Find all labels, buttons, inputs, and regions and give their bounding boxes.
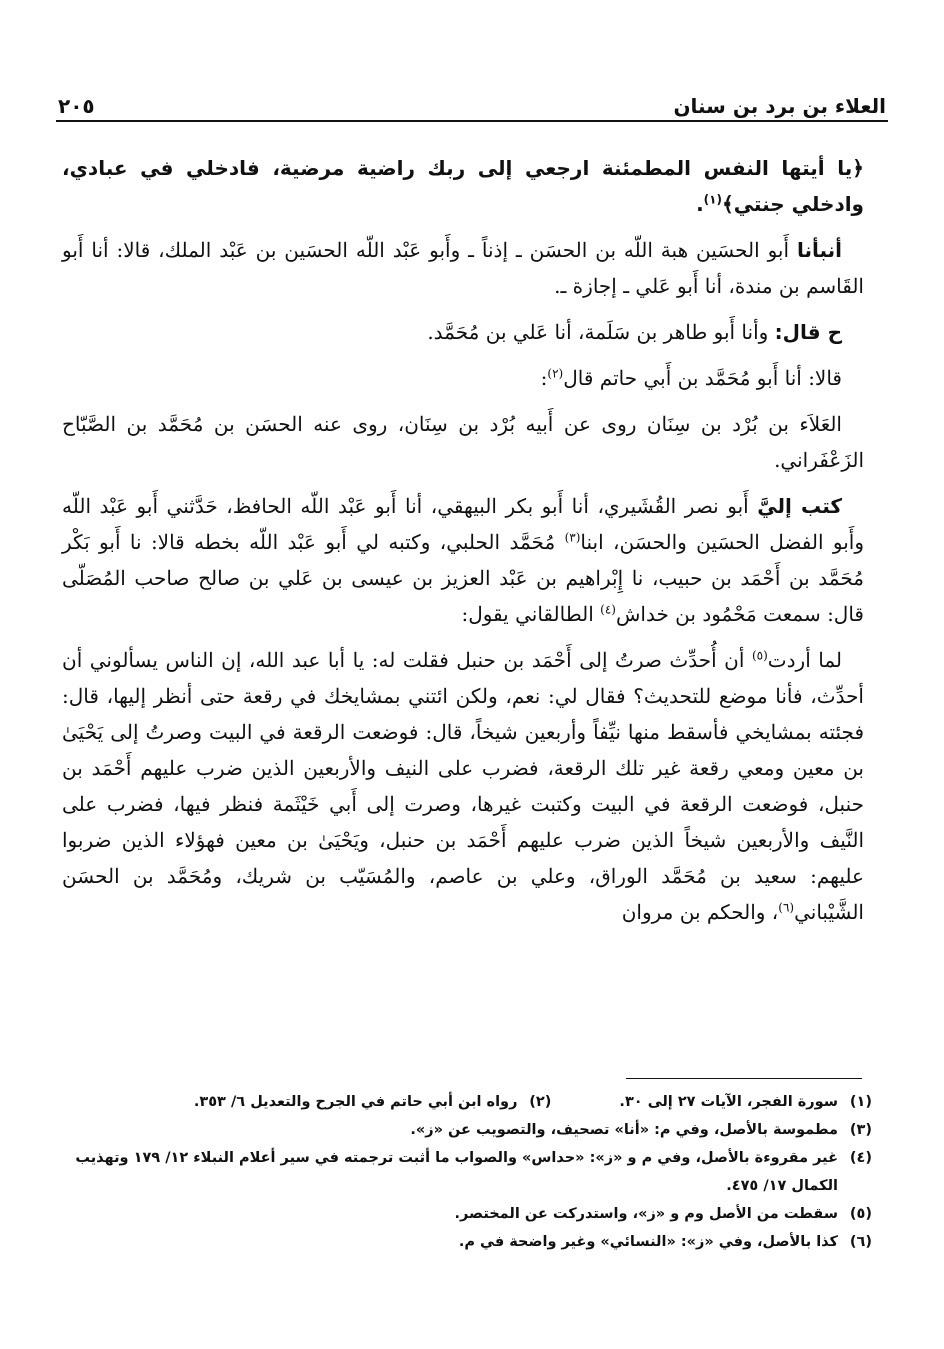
header-rule bbox=[56, 120, 888, 122]
paragraph-end: : bbox=[540, 366, 548, 390]
footnote-text: غير مقروءة بالأصل، وفي م و «ز»: «حداس» والصواب ما أثبت ترجمته في سير أعلام النبلاء ١٢/ ١٧٩ وتهذيب الكمال ١٧/ ٤٧٥. bbox=[75, 1150, 838, 1194]
paragraph-lead: كتب إليَّ bbox=[757, 494, 842, 518]
quran-verse: ﴿يا أيتها النفس المطمئنة ارجعي إلى ربك راضية مرضية، فادخلي في عبادي، وادخلي جنتي﴾$^{(١)}$. bbox=[62, 156, 864, 216]
footnote-item bbox=[619, 1088, 872, 1116]
main-text bbox=[62, 150, 864, 940]
footnote-text: مطموسة بالأصل، وفي م: «أنا» تصحيف، والتصويب عن «ز». bbox=[410, 1122, 838, 1138]
running-title: العلاء بن برد بن سنان bbox=[673, 94, 886, 118]
paragraph-text: أَبو نصر القُشَيري، أنا أَبو بكر البيهقي، أنا أَبو عَبْد اللّه الحافظ، حَدَّثني أَبو عَبْد اللّه وأَبو الفضل الحسَين والحسَن، ابنا bbox=[62, 494, 865, 554]
footnote-number: (١) bbox=[849, 1094, 872, 1110]
quran-text: يا أيتها النفس المطمئنة ارجعي إلى ربك راضية مرضية، فادخلي في عبادي، وادخلي جنتي bbox=[62, 156, 864, 216]
paragraph-text: قالا: أنا أَبو مُحَمَّد بن أَبي حاتم قال bbox=[563, 366, 842, 390]
paragraph-text: العَلاَء بن بُرْد بن سِنَان روى عن أَبيه بُرْد بن سِنَان، روى عنه الحسَن بن مُحَمَّد بن الصَّبّاح الزَعْفَراني. bbox=[62, 412, 864, 472]
running-header bbox=[58, 86, 886, 118]
footnote-text: كذا بالأصل، وفي «ز»: «النسائي» وغير واضحة في م. bbox=[458, 1234, 838, 1250]
paragraph-text: الطالقاني يقول: bbox=[461, 602, 594, 626]
footnote-number: (٣) bbox=[849, 1122, 872, 1138]
isnad-paragraph-2 bbox=[62, 314, 864, 350]
footnote-number: (٥) bbox=[849, 1206, 872, 1222]
footnotes bbox=[62, 1088, 872, 1256]
footnote-item bbox=[62, 1116, 872, 1144]
paragraph-text: لما أردت bbox=[767, 648, 843, 672]
footnote-item bbox=[62, 1144, 872, 1200]
isnad-paragraph-3 bbox=[62, 360, 864, 396]
footnote-number: (٢) bbox=[529, 1094, 552, 1110]
footnote-number: (٦) bbox=[849, 1234, 872, 1250]
footnote-item bbox=[62, 1200, 872, 1228]
footnote-ref: (٤) bbox=[600, 602, 616, 617]
footnote-item bbox=[62, 1088, 551, 1116]
paragraph-text: وأنا أَبو طاهر بن سَلَمة، أنا عَلي بن مُحَمَّد. bbox=[427, 320, 769, 344]
footnote-item bbox=[62, 1228, 872, 1256]
page-number: ٢٠٥ bbox=[58, 94, 95, 118]
narrative-paragraph bbox=[62, 642, 864, 930]
footnote-ref: (١) bbox=[703, 192, 722, 207]
paragraph-text: أن أُحدِّث صرتُ إلى أَحْمَد بن حنبل فقلت له: يا أبا عبد الله، إن الناس يسألوني أن أحدِّث، فأنا موضع للتحديث؟ فقال لي: نعم، ولكن ائتني بمشايخك في رقعة حتى أنظر إليها، قال: فجئته بمشايخي فأسقط منها نيِّفاً وأربعين شيخاً، قال: فوضعت الرقعة في البيت وصرتُ إلى يَحْيَىٰ بن معين ومعي رقعة غير تلك الرقعة، فضرب على النيف والأربعين الذين ضرب عليهم أَحْمَد بن حنبل، فوضعت الرقعة في البيت وكتبت غيرها، وصرت إلى أَبي خَيْثَمة فنظر فيها، فضرب على النَّيف والأربعين شيخاً الذين ضرب عليهم أَحْمَد بن حنبل، ويَحْيَىٰ بن معين فهؤلاء الذين ضربوا عليهم: سعيد بن مُحَمَّد الوراق، وعلي بن عاصم، والمُسَيّب بن شريك، ومُحَمَّد بن الحسَن الشَّيْباني bbox=[62, 648, 864, 924]
footnote-ref: (٣) bbox=[564, 530, 581, 545]
footnote-ref: (٥) bbox=[751, 648, 768, 663]
footnote-row bbox=[62, 1088, 872, 1116]
paragraph-text: ، والحكم بن مروان bbox=[621, 900, 779, 924]
footnote-text: سقطت من الأصل وم و «ز»، واستدركت عن المختصر. bbox=[454, 1206, 838, 1222]
paragraph-lead: أنبأنا bbox=[796, 238, 843, 262]
quran-open-bracket: ﴿ bbox=[852, 156, 864, 180]
footnote-ref: (٦) bbox=[778, 900, 795, 915]
paragraph-lead: ح قال: bbox=[774, 320, 842, 344]
footnote-text: رواه ابن أبي حاتم في الجرح والتعديل ٦/ ٣٥٣. bbox=[193, 1094, 518, 1110]
footnote-rule bbox=[626, 1078, 862, 1079]
footnote-ref: (٢) bbox=[547, 366, 564, 381]
quran-close-bracket: ﴾ bbox=[721, 192, 734, 216]
isnad-paragraph-1 bbox=[62, 232, 864, 304]
biography-paragraph bbox=[62, 406, 864, 478]
paragraph-text: أَبو الحسَين هبة اللّه بن الحسَن ـ إذناً ـ وأَبو عَبْد اللّه الحسَين بن عَبْد الملك، قالا: أنا أَبو القَاسم بن مندة، أنا أَبو عَلي ـ إجازة ـ. bbox=[62, 238, 864, 298]
paragraph-text: مُحَمَّد الحلبي، وكتبه لي أَبو عَبْد اللّه بخطه قالا: نا أَبو بَكْر مُحَمَّد بن أَحْمَد بن حبيب، نا إِبْراهيم بن عَبْد العزيز بن عيسى بن عَلي بن صالح صاحب المُصَلّى قال: سمعت مَحْمُود بن خداش bbox=[62, 530, 864, 626]
isnad-paragraph-4 bbox=[62, 488, 864, 632]
footnote-number: (٤) bbox=[849, 1150, 872, 1166]
footnote-text: سورة الفجر، الآيات ٢٧ إلى ٣٠. bbox=[619, 1094, 838, 1110]
